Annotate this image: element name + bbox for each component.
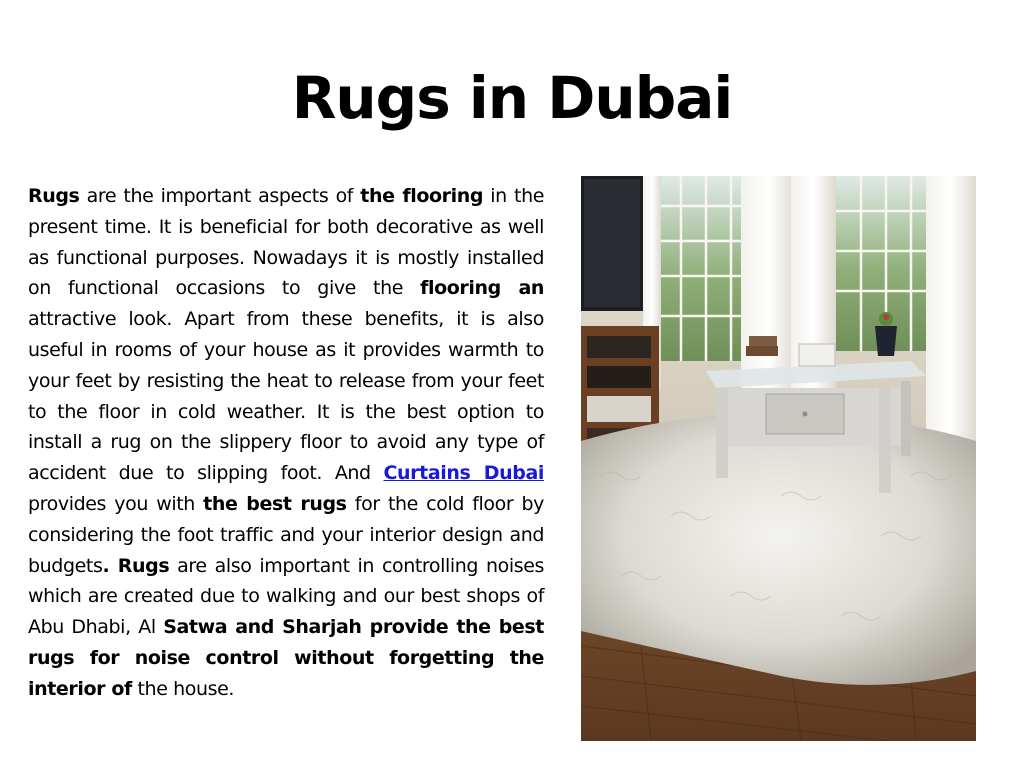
left-window xyxy=(656,176,746,361)
body-paragraph xyxy=(28,181,544,705)
bold-text: flooring an xyxy=(420,277,544,300)
curtains-dubai-link[interactable]: Curtains Dubai xyxy=(383,462,544,485)
bold-text: Satwa and Sharjah provide the best rugs for noise control without forgetting the interior of xyxy=(28,616,544,700)
body-text-segment: provides you with xyxy=(28,492,204,515)
body-text-segment: the house. xyxy=(131,677,235,700)
body-text-segment: are also important in controlling noises which are created due to walking and our best shops of Abu Dhabi, Al xyxy=(28,554,545,639)
book-stack xyxy=(746,346,778,356)
bold-text: the flooring xyxy=(360,185,484,207)
body-text-segment: in the present time. It is beneficial for both decorative as well as functional purposes. Nowadays it is mostly installed on functional occasions to give the xyxy=(28,185,544,300)
bold-text: . Rugs xyxy=(102,554,170,577)
bold-text: the best rugs xyxy=(203,492,347,515)
page-title: Rugs in Dubai xyxy=(291,64,733,132)
body-text-segment: are the important aspects of xyxy=(79,185,361,207)
decor-box xyxy=(799,344,835,366)
body-text-segment: attractive look. Apart from these benefits, it is also useful in rooms of your house as it provides warmth to your feet by resisting the heat to release from your feet to the floor in cold weather. It is the best option to install a rug on the slippery floor to avoid any type of accident due to slipping foot. And xyxy=(28,308,544,485)
body-text-segment: for the cold floor by considering the foot traffic and your interior design and budgets xyxy=(28,492,544,577)
bold-text: Rugs xyxy=(28,185,80,207)
plant-pot xyxy=(875,326,897,356)
rug-room-photo xyxy=(581,176,976,741)
shaggy-rug xyxy=(581,414,976,685)
rug-room-illustration xyxy=(581,176,976,741)
curtain xyxy=(926,176,976,466)
